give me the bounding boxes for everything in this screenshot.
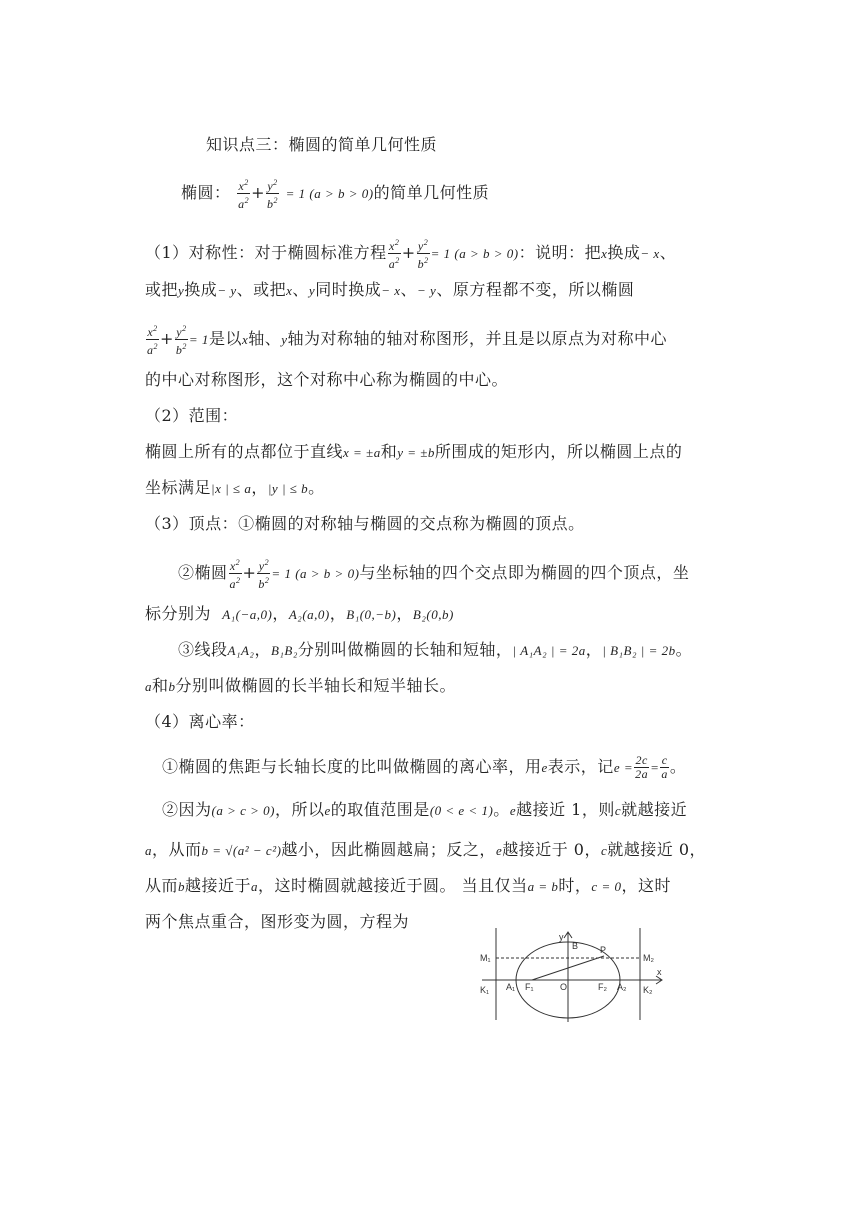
fraction-x2-a2: $\frac{x^2}{a^2}$	[238, 178, 250, 211]
eccentricity-line-2	[162, 800, 687, 821]
var-c: c	[601, 843, 608, 858]
b-formula: b = √(a² − c²)	[201, 843, 282, 858]
a-equals-b: a = b	[527, 879, 559, 894]
var-x: x	[286, 283, 293, 298]
subtitle-suffix: 的简单几何性质	[373, 183, 490, 202]
text: 同时换成	[315, 280, 382, 299]
text: 换成	[184, 280, 218, 299]
var-a: a	[145, 843, 152, 858]
vertex-line-2: ②椭圆 $\frac{x^2}{a^2}$ + $\frac{y^2}{b^2}$ = 1 (a > b > 0)与坐标轴的四个交点即为椭圆的四个顶点，坐	[178, 558, 690, 591]
var-e: e	[541, 760, 548, 775]
text: ，这时	[621, 876, 671, 895]
text: ②因为	[162, 800, 212, 819]
ellipse-diagram	[480, 928, 680, 1028]
text: （1）对称性：对于椭圆标准方程	[145, 243, 387, 262]
text: ②椭圆	[178, 563, 228, 582]
text: 、	[292, 280, 309, 299]
segment-B1B2: B₁B₂	[270, 643, 298, 658]
text: 、	[400, 280, 418, 299]
c-equals-zero: c = 0	[591, 879, 622, 894]
text: 换成	[607, 243, 641, 262]
equation-condition: = 1 (a > b > 0)	[430, 246, 519, 261]
vertex-line-5	[145, 676, 456, 697]
symmetry-line-2	[145, 280, 634, 301]
eccentricity-line-5	[145, 912, 409, 932]
symmetry-line-1: （1）对称性：对于椭圆标准方程 $\frac{x^2}{a^2}$ + $\frac{y^2}{b^2}$ = 1 (a > b > 0)：说明：把x换成− x、	[145, 238, 677, 271]
equals: =	[650, 760, 660, 775]
text: 。	[669, 757, 687, 776]
text: ①椭圆的焦距与长轴长度的比叫做椭圆的离心率，用	[162, 757, 542, 776]
text: 分别叫做椭圆的长轴和短轴，	[297, 640, 513, 659]
text: 从而	[145, 876, 179, 895]
text: ：说明：把	[518, 243, 602, 262]
text: 的中心对称图形，这个对称中心称为椭圆的中心。	[145, 370, 509, 389]
fraction-x2-a2: $\frac{x^2}{a^2}$	[388, 238, 400, 271]
text: ，	[251, 478, 268, 497]
label-y: y	[559, 932, 564, 942]
var-b: b	[168, 679, 176, 694]
var-y: y	[178, 283, 185, 298]
abs-x: |x | ≤ a	[211, 481, 252, 496]
equation-condition: = 1 (a > b > 0)	[271, 566, 360, 581]
section-title	[206, 135, 437, 155]
text: （3）顶点：①椭圆的对称轴与椭圆的交点称为椭圆的顶点。	[145, 514, 585, 533]
text: ，	[585, 640, 603, 659]
eccentricity-heading	[145, 712, 255, 732]
label-M1: M₁	[480, 953, 491, 963]
subtitle: 椭圆： $\frac{x^2}{a^2}$ + $\frac{y^2}{b^2}$ = 1 (a > b > 0)的简单几何性质	[181, 178, 490, 211]
text: 与坐标轴的四个交点即为椭圆的四个顶点，坐	[359, 563, 690, 582]
var-a: a	[251, 879, 259, 894]
label-F2: F₂	[598, 982, 607, 992]
point-B1: B₁(0,−b)	[346, 607, 397, 622]
text: 。	[308, 478, 325, 497]
point-A1: A₁(−a,0)	[222, 607, 273, 622]
segment-A1A2: A₁A₂	[227, 643, 255, 658]
var-neg-x: − x	[640, 246, 660, 261]
text: ③线段	[178, 640, 228, 659]
symmetry-line-3: $\frac{x^2}{a^2}$ + $\frac{y^2}{b^2}$ = 1是以x轴、y轴为对称轴的轴对称图形，并且是以原点为对称中心	[147, 324, 668, 357]
text: 分别叫做椭圆的长半轴长和短半轴长。	[175, 676, 457, 695]
text: 越小，因此椭圆越扁；反之，	[281, 840, 496, 859]
text: ，	[254, 640, 271, 659]
label-A1: A₁	[506, 982, 516, 992]
var-b: b	[178, 879, 186, 894]
text: 、或把	[236, 280, 287, 299]
point-A2: A₂(a,0)	[288, 607, 330, 622]
fraction-x2-a2: $\frac{x^2}{a^2}$	[147, 324, 158, 357]
vertex-line-4	[178, 640, 692, 661]
text: 越接近 1，则	[516, 800, 615, 819]
title-text: 知识点三：椭圆的简单几何性质	[206, 135, 438, 154]
var-y: y	[281, 332, 288, 347]
text: ，	[329, 604, 347, 623]
label-x: x	[657, 967, 662, 977]
range-heading	[145, 406, 238, 426]
var-x: x	[241, 332, 249, 347]
subtitle-condition: = 1 (a > b > 0)	[285, 186, 374, 201]
var-y: y	[308, 283, 316, 298]
text: 时，	[558, 876, 592, 895]
var-e: e	[495, 843, 503, 858]
text: 是以	[208, 329, 242, 348]
symmetry-line-4	[145, 370, 508, 390]
text: 椭圆上所有的点都位于直线	[145, 442, 344, 461]
text: 标分别为	[145, 604, 212, 623]
line-x-eq: x = ±a	[343, 445, 381, 460]
label-F1: F₁	[525, 982, 534, 992]
subtitle-prefix: 椭圆：	[181, 183, 231, 202]
text: 表示，记	[547, 757, 614, 776]
text: 坐标满足	[145, 478, 212, 497]
text: 和	[152, 676, 169, 695]
var-e: e	[509, 803, 517, 818]
abs-y: |y | ≤ b	[267, 481, 309, 496]
label-K2: K₂	[643, 985, 653, 995]
text: 或把	[145, 280, 179, 299]
label-A2: A₂	[617, 982, 627, 992]
text: 。	[675, 640, 693, 659]
text: 两个焦点重合，图形变为圆，方程为	[145, 912, 410, 931]
label-P: P	[600, 945, 607, 955]
text: 的取值范围是	[330, 800, 430, 819]
label-M2: M₂	[643, 953, 654, 963]
text: ，	[272, 604, 289, 623]
eccentricity-line-1	[162, 754, 686, 781]
fraction-y2-b2: $\frac{y^2}{b^2}$	[417, 238, 429, 271]
equation-eq-1: = 1	[188, 332, 209, 347]
text: ，这时椭圆就越接近于圆。 当且仅当	[258, 876, 528, 895]
label-K1: K₁	[480, 985, 490, 995]
text: 、	[659, 243, 677, 262]
condition-a-c: (a > c > 0)	[211, 803, 275, 818]
fraction-y2-b2: $\frac{y^2}{b^2}$	[258, 558, 270, 591]
e-range: (0 < e < 1)	[429, 803, 494, 818]
range-line-2	[145, 478, 325, 499]
line-y-eq: y = ±b	[397, 445, 435, 460]
text: 所围成的矩形内，所以椭圆上点的	[434, 442, 683, 461]
text: 。	[493, 800, 510, 819]
fraction-x2-a2: $\frac{x^2}{a^2}$	[229, 558, 241, 591]
fraction-c-a: $\frac{c}{a}$	[661, 753, 668, 781]
text: 就越接近	[621, 800, 688, 819]
eccentricity-line-4	[145, 876, 671, 897]
var-neg-x: − x	[381, 283, 401, 298]
text: （4）离心率：	[145, 712, 255, 731]
var-x: x	[601, 246, 608, 261]
text: 越接近于	[185, 876, 252, 895]
fraction-y2-b2: $\frac{y^2}{b^2}$	[175, 324, 187, 357]
text: ，从而	[152, 840, 202, 859]
point-B2: B₂(0,b)	[412, 607, 454, 622]
length-B1B2: | B₁B₂ | = 2b	[602, 643, 676, 658]
length-A1A2: | A₁A₂ | = 2a	[512, 643, 586, 658]
var-neg-y: − y	[217, 283, 237, 298]
e-equals: e =	[613, 760, 634, 775]
label-B: B	[572, 941, 579, 951]
text: 轴为对称轴的轴对称图形，并且是以原点为对称中心	[287, 329, 668, 348]
var-e: e	[324, 803, 331, 818]
text: 就越接近 0，	[607, 840, 707, 859]
text: 和	[380, 442, 398, 461]
fraction-y2-b2: $\frac{y^2}{b^2}$	[267, 178, 279, 211]
var-c: c	[614, 803, 622, 818]
text: ，所以	[275, 800, 325, 819]
text: （2）范围：	[145, 406, 239, 425]
vertex-line-3	[145, 604, 454, 625]
text: 、原方程都不变，所以椭圆	[436, 280, 635, 299]
fraction-2c-2a: $\frac{2c}{2a}$	[635, 753, 649, 781]
text: ，	[396, 604, 413, 623]
text: 越接近于 0，	[502, 840, 601, 859]
var-a: a	[145, 679, 152, 694]
vertex-line-1	[145, 514, 585, 534]
label-O: O	[560, 982, 568, 992]
range-line-1	[145, 442, 682, 463]
var-neg-y: − y	[417, 283, 437, 298]
text: 轴、	[248, 329, 282, 348]
eccentricity-line-3	[145, 840, 706, 861]
